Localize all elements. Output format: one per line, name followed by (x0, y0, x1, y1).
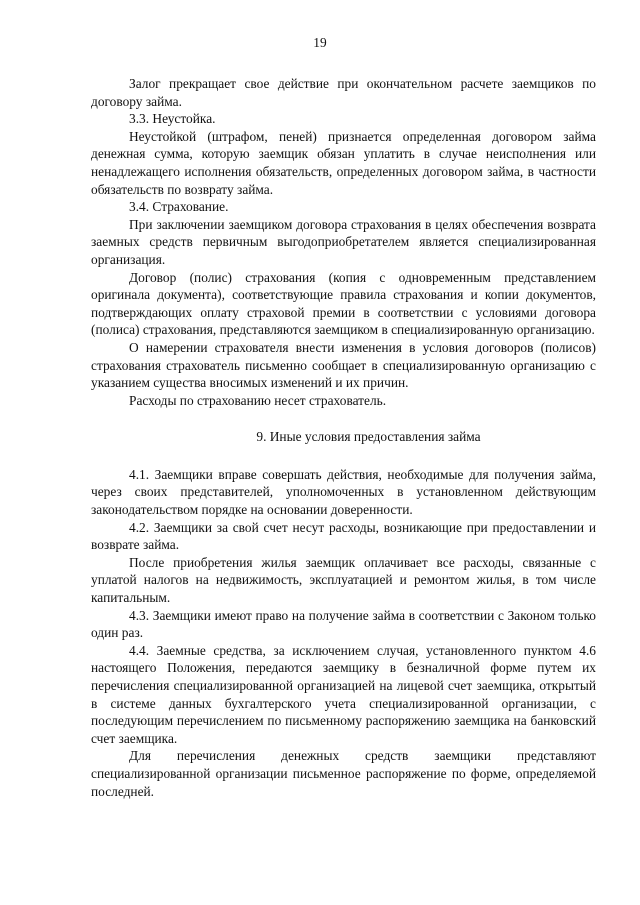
paragraph: После приобретения жилья заемщик оплачивает все расходы, связанные с уплатой налогов на недвижимость, эксплуатацией и ремонтом жилья, в том числе капитальным. (91, 554, 596, 606)
paragraph: 4.4. Заемные средства, за исключением случая, установленного пунктом 4.6 настоящего Положения, передаются заемщику в безналичной форме путем их перечисления специализированной организацией на лицевой счет заемщика, открытый в системе данных бухгалтерского учета специализированной организации, с последующим перечислением по письменному распоряжению заемщика на банковский счет заемщика. (91, 642, 596, 746)
section-heading: 9. Иные условия предоставления займа (256, 429, 481, 445)
paragraph: При заключении заемщиком договора страхования в целях обеспечения возврата заемных средств первичным выгодоприобретателем является специализированная организация. (91, 216, 596, 267)
paragraph: О намерении страхователя внести изменения в условия договоров (полисов) страхования страхователь письменно сообщает в специализированную организацию с указанием существа вносимых изменений и их причин. (91, 339, 596, 391)
paragraph: Расходы по страхованию несет страхователь. (129, 392, 387, 408)
clause-heading: 3.4. Страхование. (129, 199, 229, 215)
paragraph: Договор (полис) страхования (копия с одновременным представлением оригинала документа), соответствующие правила страхования и копии документов, подтверждающих оплату страховой премии в соответствии с условиями договора (полиса) страхования, представляются заемщиком в специализированную организацию. (91, 269, 596, 338)
page-number: 19 (313, 35, 327, 50)
clause-heading: 3.3. Неустойка. (129, 111, 216, 127)
paragraph: Залог прекращает свое действие при окончательном расчете заемщиков по договору займа. (91, 76, 596, 109)
document-body (91, 75, 596, 800)
paragraph: 4.1. Заемщики вправе совершать действия, необходимые для получения займа, через своих представителей, уполномоченных в установленном действующим законодательством порядке на основании доверенности. (91, 466, 596, 518)
paragraph: Неустойкой (штрафом, пеней) признается определенная договором займа денежная сумма, которую заемщик обязан уплатить в случае неисполнения или ненадлежащего исполнения обязательств, определенных договором займа, в частности обязательств по возврату займа. (91, 128, 596, 197)
paragraph: Для перечисления денежных средств заемщики представляют специализированной организации письменное распоряжение по форме, определяемой последней. (91, 748, 596, 799)
paragraph: 4.2. Заемщики за свой счет несут расходы, возникающие при предоставлении и возврате займа. (91, 519, 596, 553)
paragraph: 4.3. Заемщики имеют право на получение займа в соответствии с Законом только один раз. (91, 607, 596, 641)
